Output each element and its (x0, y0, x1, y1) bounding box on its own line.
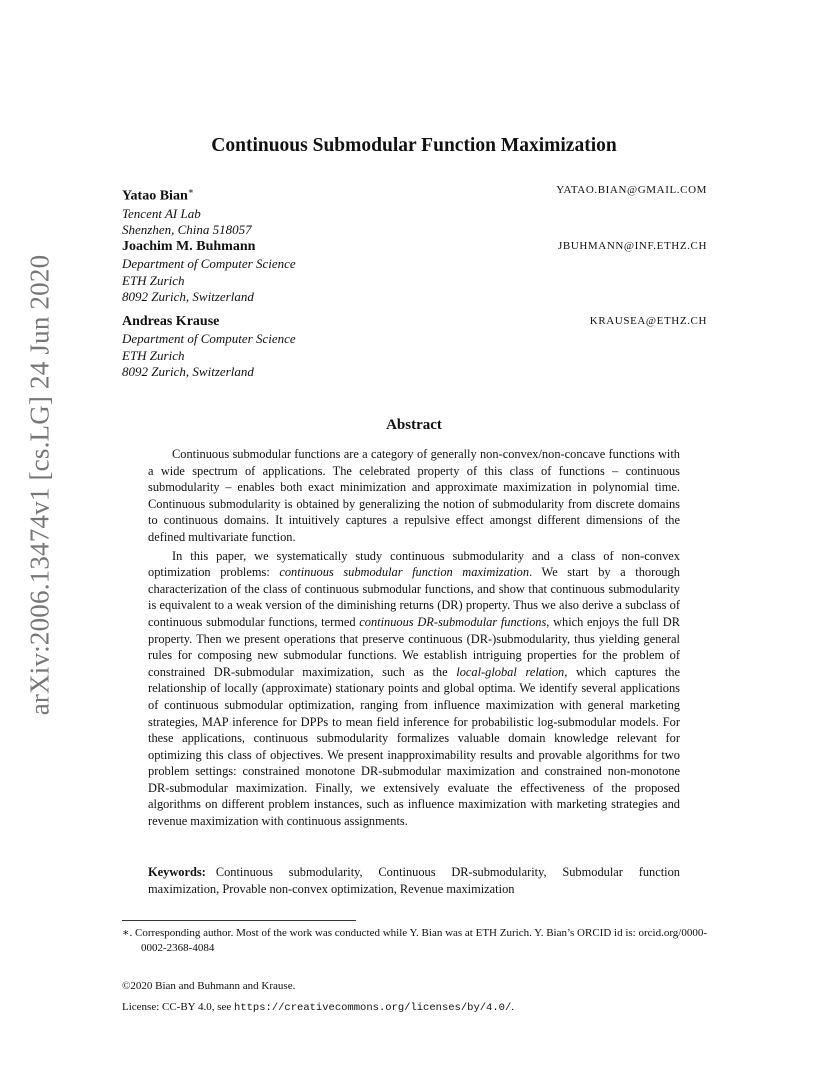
abstract-body (148, 446, 680, 832)
author-email: YATAO.BIAN@GMAIL.COM (556, 184, 707, 196)
keywords (148, 864, 680, 897)
abstract-heading: Abstract (386, 417, 442, 433)
abstract-paragraph-2: In this paper, we systematically study continuous submodularity and a class of non-convex optimization problems: continuous submodular function maximization. We start by a thorough characterization of the class of continuous submodular functions, and show that continuous submodularity is equivalent to a weak version of the diminishing returns (DR) property. Thus we also derive a subclass of continuous submodular functions, termed continuous DR-submodular functions, which enjoys the full DR property. Then we present operations that preserve continuous (DR-)submodularity, thus yielding general rules for composing new submodular functions. We establish intriguing properties for the problem of constrained DR-submodular maximization, such as the local-global relation, which captures the relationship of locally (approximate) stationary points and global optima. We identify several applications of continuous submodular optimization, ranging from influence maximization with general marketing strategies, MAP inference for DPPs to mean field inference for probabilistic log-submodular models. For these applications, continuous submodularity formalizes valuable domain knowledge relevant for optimizing this class of objectives. We present inapproximability results and provable algorithms for two problem settings: constrained monotone DR-submodular maximization and constrained non-monotone DR-submodular maximization. Finally, we extensively evaluate the effectiveness of the proposed algorithms on different problem instances, such as influence maximization with marketing strategies and revenue maximization with continuous assignments. (148, 548, 680, 829)
arxiv-stamp (20, 254, 60, 716)
arxiv-stamp-text: arXiv:2006.13474v1 [cs.LG] 24 Jun 2020 (24, 254, 55, 716)
abstract-paragraph-1: Continuous submodular functions are a category of generally non-convex/non-concave functions with a wide spectrum of applications. The celebrated property of this class of functions – continuous submodularity – enables both exact minimization and approximate maximization in polynomial time. Continuous submodularity is obtained by generalizing the notion of submodularity from discrete domains to continuous domains. It intuitively captures a repulsive effect amongst different dimensions of the defined multivariate function. (148, 447, 680, 544)
author-name: Joachim M. Buhmann (122, 239, 256, 254)
author-affiliation-line: Shenzhen, China 518057 (122, 222, 252, 238)
license-line: License: CC-BY 4.0, see https://creativecommons.org/licenses/by/4.0/. (122, 1001, 515, 1014)
author-block-3 (122, 313, 707, 381)
author-affiliation-line: 8092 Zurich, Switzerland (122, 364, 254, 379)
license-link[interactable]: https://creativecommons.org/licenses/by/4.0/ (234, 1002, 512, 1014)
paper-title: Continuous Submodular Function Maximization (211, 135, 617, 156)
author-name: Yatao Bian∗ (122, 186, 194, 204)
author-block-1 (122, 182, 707, 239)
copyright-line: ©2020 Bian and Buhmann and Krause. (122, 980, 296, 992)
keywords-text: Continuous submodularity, Continuous DR-submodularity, Submodular function maximization, Provable non-convex optimization, Revenue maximization (148, 865, 680, 896)
author-email: JBUHMANN@INF.ETHZ.CH (558, 240, 707, 252)
author-email: KRAUSEA@ETHZ.CH (589, 315, 707, 327)
footnote-rule (122, 920, 356, 921)
author-block-2 (122, 238, 707, 306)
author-affiliation-line: ETH Zurich (122, 347, 185, 363)
footnote (122, 926, 708, 955)
author-affiliation-line: ETH Zurich (122, 272, 185, 288)
keywords-label: Keywords: (148, 865, 206, 879)
author-affiliation-line: 8092 Zurich, Switzerland (122, 289, 254, 304)
author-affiliation-line: Tencent AI Lab (122, 205, 201, 221)
footnote-text: ∗. Corresponding author. Most of the work was conducted while Y. Bian was at ETH Zurich. Y. Bian’s ORCID id is: orcid.org/0000-0002-2368-4084 (122, 927, 708, 954)
author-affiliation-line: Department of Computer Science (122, 331, 296, 346)
author-affiliation-line: Department of Computer Science (122, 256, 296, 271)
author-name: Andreas Krause (122, 314, 220, 329)
